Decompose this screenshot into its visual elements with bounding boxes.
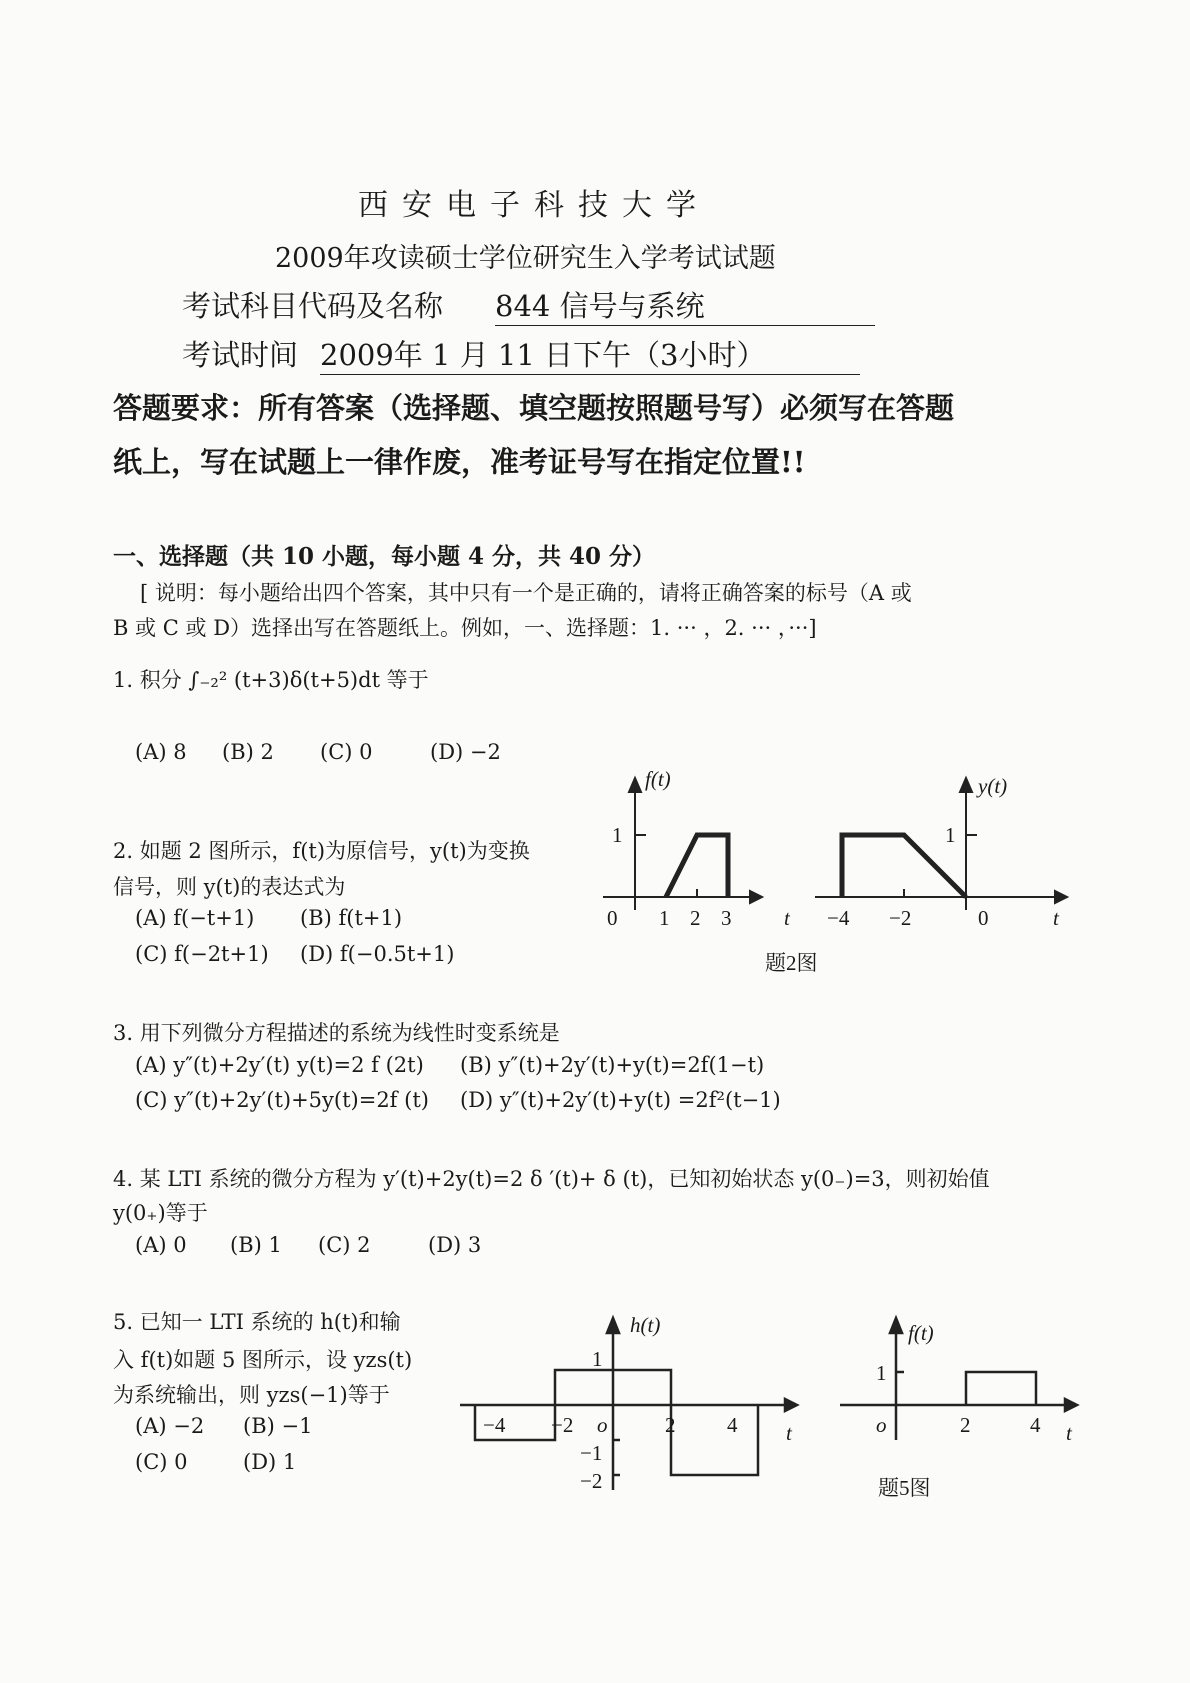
fig5-h-tick-4: 4 [727, 1413, 738, 1437]
q5-option-d: (D) 1 [243, 1450, 297, 1474]
fig5-f-label: f(t) [908, 1321, 934, 1345]
fig5-caption: 题5图 [878, 1476, 931, 1500]
fig2-y-one: 1 [945, 823, 956, 847]
q1-option-a: (A) 8 [135, 740, 187, 764]
fig5-h-tick-m4: −4 [483, 1413, 506, 1437]
q4-text: 4. 某 LTI 系统的微分方程为 y′(t)+2y(t)=2 δ ′(t)+ δ (t)，已知初始状态 y(0₋)=3，则初始值 [113, 1167, 990, 1191]
fig5-f-tick-t: t [1066, 1421, 1072, 1445]
q1-text: 1. 积分 ∫₋₂² (t+3)δ(t+5)dt 等于 [113, 668, 429, 692]
fig5-h-ytick-1: 1 [592, 1347, 603, 1371]
q5-option-c: (C) 0 [135, 1450, 188, 1474]
section-note-2: B 或 C 或 D）选择出写在答题纸上。例如，一、选择题：1. ··· ，2. ··· ，···] [113, 616, 817, 640]
requirement-line1: 答题要求：所有答案（选择题、填空题按照题号写）必须写在答题 [113, 391, 955, 425]
fig5-h-ytick-m1: −1 [580, 1441, 603, 1465]
fig5-h-tick-o: o [597, 1413, 608, 1437]
q3-text: 3. 用下列微分方程描述的系统为线性时变系统是 [113, 1021, 560, 1045]
q5-text-2: 入 f(t)如题 5 图所示，设 yzs(t) [113, 1348, 413, 1372]
fig2-y-tick-1: −2 [889, 906, 912, 930]
section-title: 一、选择题（共 10 小题，每小题 4 分，共 40 分） [113, 543, 656, 570]
fig2-f-tick-t: t [784, 906, 790, 930]
q3-option-d: (D) y″(t)+2y′(t)+y(t) =2f²(t−1) [460, 1088, 781, 1112]
exam-title: 2009年攻读硕士学位研究生入学考试试题 [275, 243, 776, 274]
q2-option-d: (D) f(−0.5t+1) [300, 942, 455, 966]
fig5-h-tick-2: 2 [665, 1413, 676, 1437]
q5-text-3: 为系统输出，则 yzs(−1)等于 [113, 1383, 390, 1407]
fig5-h-ytick-m2: −2 [580, 1469, 603, 1493]
fig2-caption: 题2图 [765, 951, 818, 975]
q2-text: 2. 如题 2 图所示，f(t)为原信号，y(t)为变换 [113, 839, 530, 863]
fig5-h-tick-m2: −2 [551, 1413, 574, 1437]
fig5-f-tick-2: 2 [960, 1413, 971, 1437]
requirement-line2: 纸上，写在试题上一律作废，准考证号写在指定位置!! [113, 445, 806, 479]
fig2-y-tick-t: t [1053, 906, 1059, 930]
q4-option-a: (A) 0 [135, 1233, 187, 1257]
q3-option-b: (B) y″(t)+2y′(t)+y(t)=2f(1−t) [460, 1053, 765, 1077]
q2-option-a: (A) f(−t+1) [135, 906, 255, 930]
subject-label: 考试科目代码及名称 [182, 289, 444, 323]
q3-option-c: (C) y″(t)+2y′(t)+5y(t)=2f (t) [135, 1088, 429, 1112]
q1-option-c: (C) 0 [320, 740, 373, 764]
fig5-h-label: h(t) [630, 1313, 661, 1337]
fig5-f-tick-o: o [876, 1413, 887, 1437]
fig5-h-tick-t: t [786, 1421, 792, 1445]
q4-option-d: (D) 3 [428, 1233, 482, 1257]
q5-text: 5. 已知一 LTI 系统的 h(t)和输 [113, 1310, 401, 1334]
q4-option-c: (C) 2 [318, 1233, 371, 1257]
fig2-f-tick-3: 3 [721, 906, 732, 930]
q5-option-b: (B) −1 [243, 1414, 313, 1438]
q1-option-b: (B) 2 [222, 740, 274, 764]
time-value: 2009年 1 月 11 日下午（3小时） [320, 333, 860, 375]
section-note-1: [ 说明：每小题给出四个答案，其中只有一个是正确的，请将正确答案的标号（A 或 [140, 581, 912, 605]
fig2-f-tick-2: 2 [690, 906, 701, 930]
fig2-y-label: y(t) [978, 774, 1008, 798]
fig2-f-label: f(t) [645, 767, 671, 791]
fig2-f-tick-0: 0 [607, 906, 618, 930]
q5-option-a: (A) −2 [135, 1414, 205, 1438]
q2-option-b: (B) f(t+1) [300, 906, 403, 930]
fig5-f-tick-4: 4 [1030, 1413, 1041, 1437]
q4-option-b: (B) 1 [230, 1233, 282, 1257]
q1-option-d: (D) −2 [430, 740, 501, 764]
subject-value: 844 信号与系统 [495, 284, 875, 326]
time-label: 考试时间 [182, 338, 299, 372]
q3-option-a: (A) y″(t)+2y′(t) y(t)=2 f (2t) [135, 1053, 424, 1077]
fig2-y-tick-0: −4 [827, 906, 850, 930]
fig5-f-one: 1 [876, 1361, 887, 1385]
q2-option-c: (C) f(−2t+1) [135, 942, 269, 966]
fig2-y-tick-2: 0 [978, 906, 989, 930]
q2-text-2: 信号，则 y(t)的表达式为 [113, 875, 346, 899]
university-title: 西安电子科技大学 [358, 188, 710, 223]
fig2-f-one: 1 [612, 823, 623, 847]
fig2-f-tick-1: 1 [659, 906, 670, 930]
q4-text-2: y(0₊)等于 [113, 1201, 208, 1225]
